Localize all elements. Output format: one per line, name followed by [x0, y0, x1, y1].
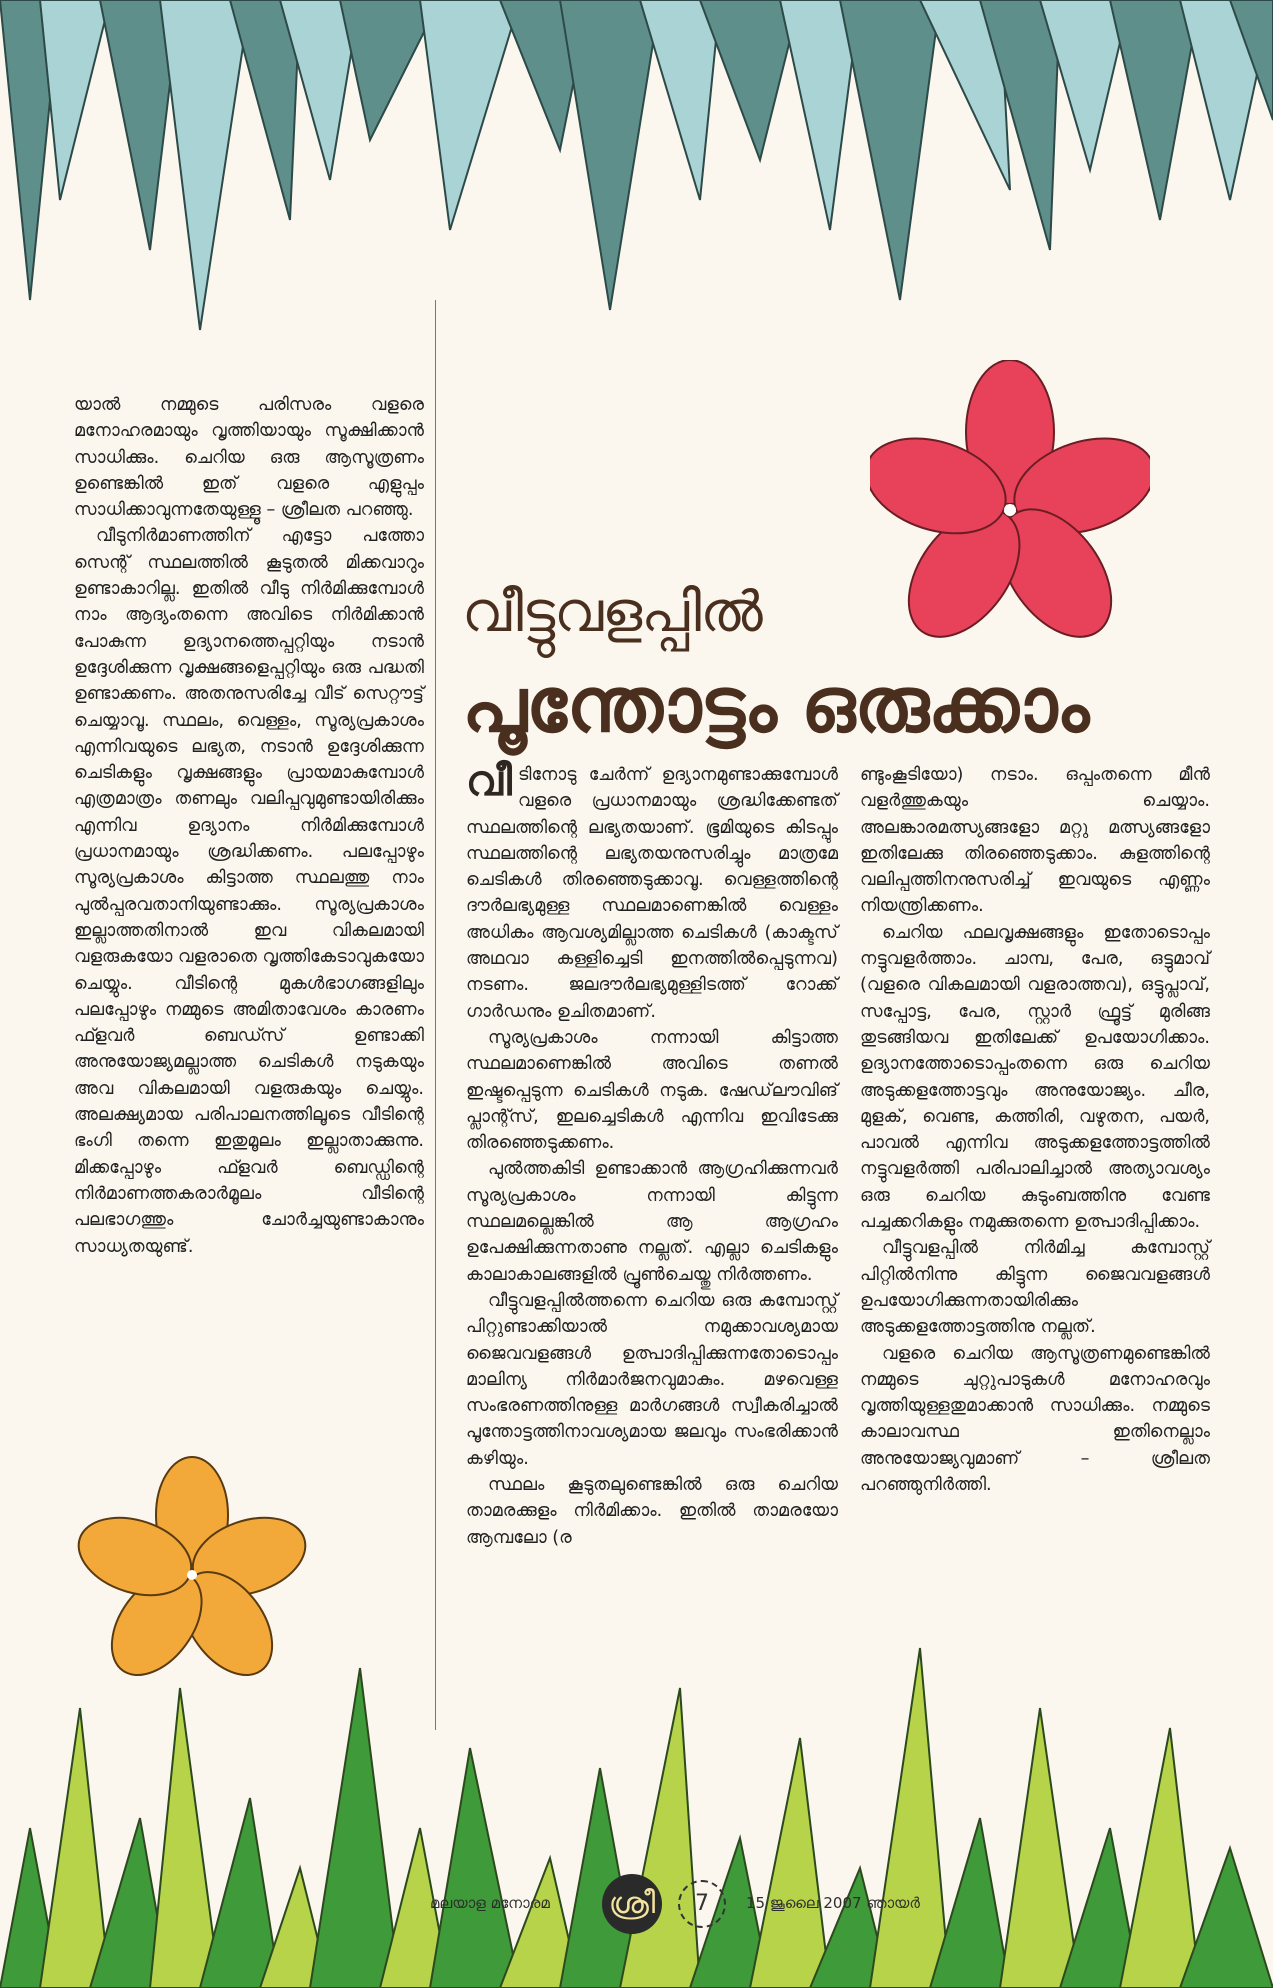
issue-date: 15 ജൂലൈ 2007 ഞായർ	[746, 1894, 920, 1912]
page-footer	[430, 1870, 990, 1930]
paragraph: സ്ഥലം കൂടുതലുണ്ടെങ്കിൽ ഒരു ചെറിയ താമരക്കുളം നിർമിക്കാം. ഇതിൽ താമരയോ ആമ്പലോ (ര	[466, 1475, 838, 1548]
paragraph: വീട്ടുവളപ്പിൽ നിർമിച്ച കമ്പോസ്റ്റ് പിറ്റിൽനിന്നു കിട്ടുന്ന ജൈവവളങ്ങൾ ഉപയോഗിക്കുന്നതായിരിക്കും അടുക്കളത്തോട്ടത്തിനു നല്ലത്.	[860, 1238, 1210, 1338]
article-headline-line1: വീട്ടുവളപ്പിൽ	[462, 580, 762, 645]
left-column	[74, 392, 424, 1260]
paragraph: യാൽ നമ്മുടെ പരിസരം വളരെ മനോഹരമായും വൃത്തിയായും സൂക്ഷിക്കാൻ സാധിക്കും. ചെറിയ ഒരു ആസൂത്രണം ഉണ്ടെങ്കിൽ ഇത് വളരെ എളുപ്പം സാധിക്കാവുന്നതേയുള്ളൂ – ശ്രീലത പറഞ്ഞു.	[74, 395, 424, 521]
middle-column	[466, 756, 838, 1551]
logo-icon: ശ്രീ	[602, 1874, 662, 1934]
paragraph: വീടുനിർമാണത്തിന് എട്ടോ പത്തോ സെന്റ് സ്ഥലത്തിൽ കൂടുതൽ മിക്കവാറും ഉണ്ടാകാറില്ല. ഇതിൽ വീടു നിർമിക്കുമ്പോൾ നാം ആദ്യംതന്നെ അവിടെ നിർമിക്കാൻ പോകുന്ന ഉദ്യാനത്തെപ്പറ്റിയും നടാൻ ഉദ്ദേശിക്കുന്ന വൃക്ഷങ്ങളെപ്പറ്റിയും ഒരു പദ്ധതി ഉണ്ടാക്കണം. അതനുസരിച്ചേ വീട് സെറ്റൗട്ട് ചെയ്യാവൂ. സ്ഥലം, വെള്ളം, സൂര്യപ്രകാശം എന്നിവയുടെ ലഭ്യത, നടാൻ ഉദ്ദേശിക്കുന്ന ചെടികളും വൃക്ഷങ്ങളും പ്രായമാകുമ്പോൾ എത്രമാത്രം തണലും വലിപ്പവുമുണ്ടായിരിക്കും എന്നിവ ഉദ്യാനം നിർമിക്കുമ്പോൾ പ്രധാനമായും ശ്രദ്ധിക്കണം. പലപ്പോഴും സൂര്യപ്രകാശം കിട്ടാത്ത സ്ഥലത്തു നാം പുൽപ്പരവതാനിയുണ്ടാക്കും. സൂര്യപ്രകാശം ഇല്ലാത്തതിനാൽ ഇവ വികലമായി വളരുകയോ വളരാതെ വൃത്തികേടാവുകയോ ചെയ്യും. വീടിന്റെ മുകൾഭാഗങ്ങളിലും പലപ്പോഴും നമ്മുടെ അമിതാവേശം കാരണം ഫ്ളവർ ബെഡ്സ് ഉണ്ടാക്കി അനുയോജ്യമല്ലാത്ത ചെടികൾ നടുകയും അവ വികലമായി വളരുകയും ചെയ്യും. അലക്ഷ്യമായ പരിപാലനത്തിലൂടെ വീടിന്റെ ഭംഗി തന്നെ ഇതുമൂലം ഇല്ലാതാക്കുന്നു. മിക്കപ്പോഴും ഫ്ളവർ ബെഡ്ഡിന്റെ നിർമാണത്തകരാർമൂലം വീടിന്റെ പലഭാഗത്തും ചോർച്ചയുണ്ടാകാനും സാധ്യതയുണ്ട്.	[74, 526, 424, 1257]
publication-name: മലയാള മനോരമ	[430, 1894, 550, 1912]
top-leaves-decoration	[0, 0, 1273, 340]
paragraph: ചെറിയ ഫലവൃക്ഷങ്ങളും ഇതോടൊപ്പം നട്ടുവളർത്താം. ചാമ്പ, പേര, ഒട്ടുമാവ് (വളരെ വികലമായി വളരാത്തവ), ഒട്ടുപ്ലാവ്, സപ്പോട്ട, പേര, സ്റ്റാർ ഫ്രൂട്ട് മുരിങ്ങ തുടങ്ങിയവ ഇതിലേക്ക് ഉപയോഗിക്കാം. ഉദ്യാനത്തോടൊപ്പംതന്നെ ഒരു ചെറിയ അടുക്കളത്തോട്ടവും അനുയോജ്യം. ചീര, മുളക്, വെണ്ട, കത്തിരി, വഴുതന, പയർ, പാവൽ എന്നിവ അടുക്കളത്തോട്ടത്തിൽ നട്ടുവളർത്തി പരിപാലിച്ചാൽ അത്യാവശ്യം ഒരു ചെറിയ കുടുംബത്തിനു വേണ്ട പച്ചക്കറികളും നമുക്കുതന്നെ ഉത്പാദിപ്പിക്കാം.	[860, 922, 1210, 1233]
paragraph: സൂര്യപ്രകാശം നന്നായി കിട്ടാത്ത സ്ഥലമാണെങ്കിൽ അവിടെ തണൽ ഇഷ്ടപ്പെടുന്ന ചെടികൾ നടുക. ഷേഡ്‌ലൗവിങ് പ്ലാന്റ്സ്, ഇലച്ചെടികൾ എന്നിവ ഇവിടേക്കു തിരഞ്ഞെടുക്കണം.	[466, 1027, 838, 1154]
article-headline-line2: പൂന്തോട്ടം ഒരുക്കാം	[462, 660, 1089, 749]
paragraph: വീട്ടുവളപ്പിൽത്തന്നെ ചെറിയ ഒരു കമ്പോസ്റ്റ് പിറ്റുണ്ടാക്കിയാൽ നമുക്കാവശ്യമായ ജൈവവളങ്ങൾ ഉത്പാദിപ്പിക്കുന്നതോടൊപ്പം മാലിന്യ നിർമാർജനവുമാകും. മഴവെള്ള സംഭരണത്തിനുള്ള മാർഗങ്ങൾ സ്വീകരിച്ചാൽ പൂന്തോട്ടത്തിനാവശ്യമായ ജലവും സംഭരിക്കാൻ കഴിയും.	[466, 1290, 838, 1469]
drop-cap: വീ	[466, 756, 512, 805]
red-flower-illustration	[870, 360, 1150, 660]
bottom-grass-decoration	[0, 1628, 1273, 1988]
page-number: 7	[678, 1880, 726, 1928]
paragraph: വളരെ ചെറിയ ആസൂത്രണമുണ്ടെങ്കിൽ നമ്മുടെ ചുറ്റുപാടുകൾ മനോഹരവും വൃത്തിയുള്ളതുമാക്കാൻ സാധിക്കും. നമ്മുടെ കാലാവസ്ഥ ഇതിനെല്ലാം അനുയോജ്യവുമാണ് – ശ്രീലത പറഞ്ഞുനിർത്തി.	[860, 1343, 1210, 1496]
paragraph: പുൽത്തകിടി ഉണ്ടാക്കാൻ ആഗ്രഹിക്കുന്നവർ സൂര്യപ്രകാശം നന്നായി കിട്ടുന്ന സ്ഥലമല്ലെങ്കിൽ ആ ആഗ്രഹം ഉപേക്ഷിക്കുന്നതാണു നല്ലത്. എല്ലാ ചെടികളും കാലാകാലങ്ങളിൽ പ്രൂൺചെയ്തു നിർത്തണം.	[466, 1159, 838, 1285]
paragraph: വീടിനോടു ചേർന്ന് ഉദ്യാനമുണ്ടാക്കുമ്പോൾ വളരെ പ്രധാനമായും ശ്രദ്ധിക്കേണ്ടത് സ്ഥലത്തിന്റെ ലഭ്യതയാണ്. ഭൂമിയുടെ കിടപ്പും സ്ഥലത്തിന്റെ ലഭ്യതയനുസരിച്ചും മാത്രമേ ചെടികൾ തിരഞ്ഞെടുക്കാവൂ. വെള്ളത്തിന്റെ ദൗർലഭ്യമുള്ള സ്ഥലമാണെങ്കിൽ വെള്ളം അധികം ആവശ്യമില്ലാത്ത ചെടികൾ (കാക്ടസ് അഥവാ കള്ളിച്ചെടി ഇനത്തിൽപ്പെടുന്നവ) നടണം. ജലദൗർലഭ്യമുള്ളിടത്ത് റോക്ക് ഗാർഡനും ഉചിതമാണ്.	[466, 756, 838, 1022]
column-divider	[435, 300, 436, 1730]
right-column	[860, 762, 1210, 1498]
paragraph: ണ്ടുംകൂടിയോ) നടാം. ഒപ്പംതന്നെ മീൻ വളർത്തുകയും ചെയ്യാം. അലങ്കാരമത്സ്യങ്ങളോ മറ്റു മത്സ്യങ്ങളോ ഇതിലേക്കു തിരഞ്ഞെടുക്കാം. കുളത്തിന്റെ വലിപ്പത്തിനനുസരിച്ച് ഇവയുടെ എണ്ണം നിയന്ത്രിക്കണം.	[860, 765, 1210, 917]
